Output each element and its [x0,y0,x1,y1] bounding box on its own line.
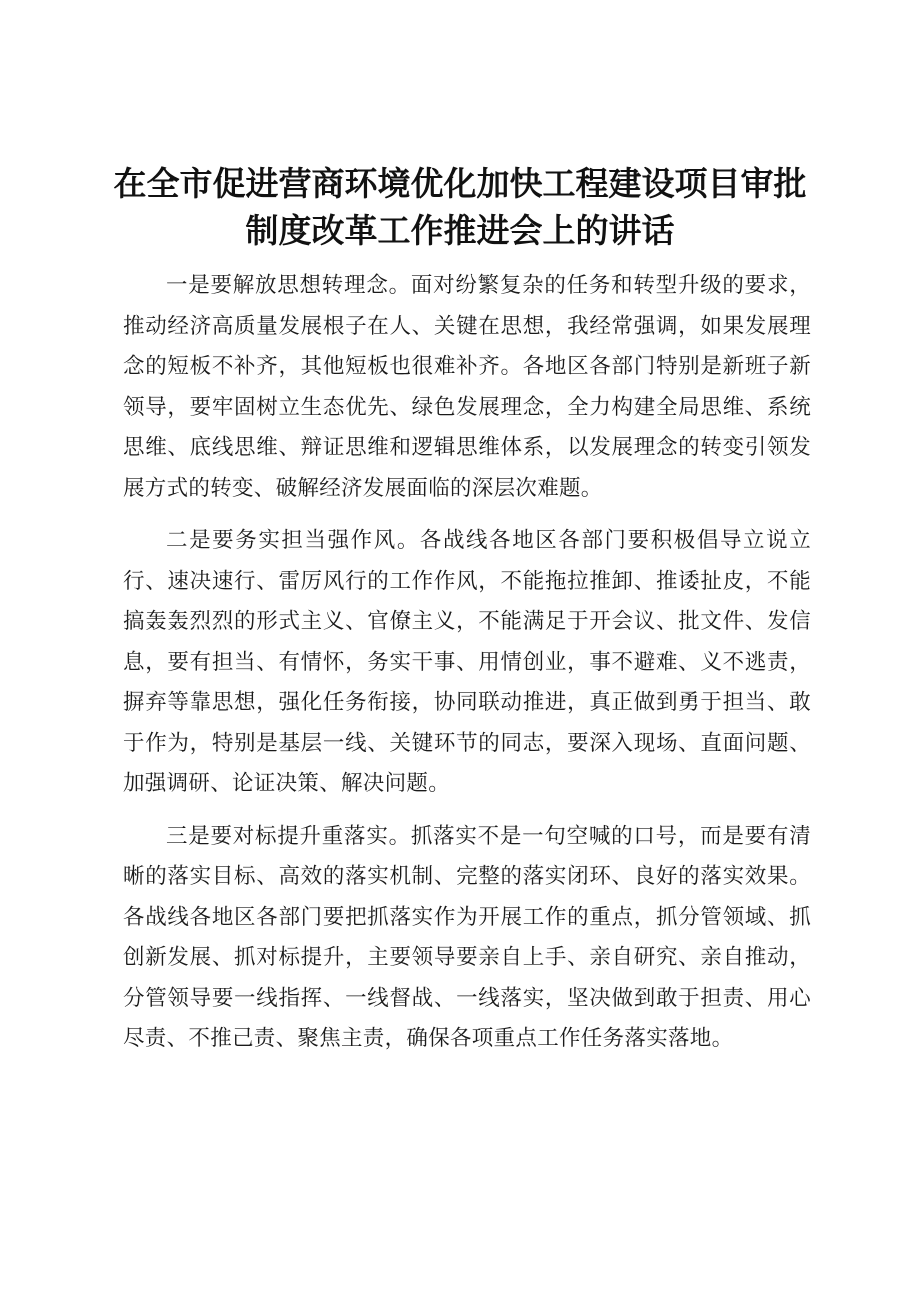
paragraph-1: 一是要解放思想转理念。面对纷繁复杂的任务和转型升级的要求，推动经济高质量发展根子在人、关键在思想，我经常强调，如果发展理念的短板不补齐，其他短板也很难补齐。各地区各部门特别是新班子新领导，要牢固树立生态优先、绿色发展理念，全力构建全局思维、系统思维、底线思维、辩证思维和逻辑思维体系，以发展理念的转变引领发展方式的转变、破解经济发展面临的深层次难题。 [123,273,811,501]
paragraph-2: 二是要务实担当强作风。各战线各地区各部门要积极倡导立说立行、速决速行、雷厉风行的工作作风，不能拖拉推卸、推诿扯皮，不能搞轰轰烈烈的形式主义、官僚主义，不能满足于开会议、批文件、发信息，要有担当、有情怀，务实干事、用情创业，事不避难、义不逃责，摒弃等靠思想，强化任务衔接，协同联动推进，真正做到勇于担当、敢于作为，特别是基层一线、关键环节的同志，要深入现场、直面问题、加强调研、论证决策、解决问题。 [123,528,811,796]
document-body [123,266,811,1072]
document-title: 在全市促进营商环境优化加快工程建设项目审批制度改革工作推进会上的讲话 [113,164,807,250]
paragraph-3: 三是要对标提升重落实。抓落实不是一句空喊的口号，而是要有清晰的落实目标、高效的落实机制、完整的落实闭环、良好的落实效果。各战线各地区各部门要把抓落实作为开展工作的重点，抓分管领域、抓创新发展、抓对标提升，主要领导要亲自上手、亲自研究、亲自推动，分管领导要一线指挥、一线督战、一线落实，坚决做到敢于担责、用心尽责、不推己责、聚焦主责，确保各项重点工作任务落实落地。 [123,823,811,1051]
